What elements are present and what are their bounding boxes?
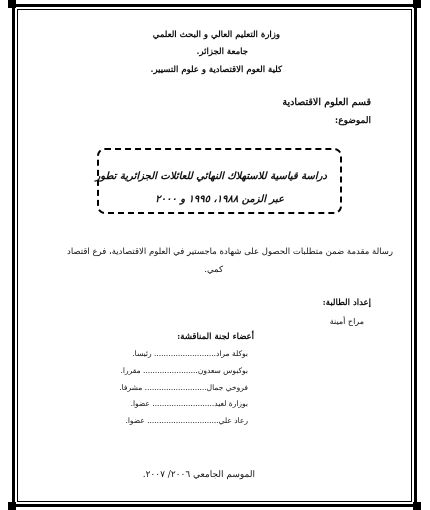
committee-member-name: بوكبوس سعدون <box>197 366 248 375</box>
academic-year: الموسم الجامعي ٢٠٠٦/ ٢٠٠٧. <box>142 470 255 480</box>
corner-ornament-bottom-left <box>8 502 16 510</box>
corner-ornament-bottom-right <box>413 502 421 510</box>
committee-member-role: رئيسا. <box>132 349 152 358</box>
committee-member-2: بوكبوس سعدون....................... مقررا. <box>120 366 248 375</box>
subject-label: الموضوع: <box>334 116 371 126</box>
student-label: إعداد الطالبة: <box>322 298 371 308</box>
committee-member-name: بوكلة مراد <box>216 349 248 358</box>
thesis-title-line-1: دراسة قياسية للاستهلاك النهائي للعائلات الجزائرية تطور <box>95 171 327 182</box>
faculty-name: كلية العوم الاقتصادية و علوم التسيير. <box>150 65 282 75</box>
thesis-title-line-2: عبر الزمن ١٩٨٨، ١٩٩٥ و ٢٠٠٠ <box>155 194 284 205</box>
committee-member-role: عضوا. <box>125 416 145 425</box>
committee-member-role: مشرفا. <box>119 383 143 392</box>
committee-member-role: مقررا. <box>120 366 141 375</box>
committee-member-name: فروخي جمال <box>206 383 248 392</box>
committee-member-5: رعاد علي.............................. عضوا. <box>125 416 248 425</box>
student-name: مراح أمينة <box>329 317 364 326</box>
committee-title: أعضاء لجنة المناقشة: <box>177 332 254 342</box>
committee-member-3: فروخي جمال.......................... مشرفا. <box>119 383 248 392</box>
committee-member-name: بوزارة لعيد <box>214 399 248 408</box>
committee-member-role: عضوا. <box>130 399 150 408</box>
committee-member-name: رعاد علي <box>218 416 248 425</box>
department-name: قسم العلوم الاقتصادية <box>282 97 371 108</box>
corner-ornament-top-right <box>413 0 421 8</box>
thesis-note-line-2: كمي. <box>204 265 223 275</box>
corner-ornament-top-left <box>8 0 16 8</box>
committee-member-4: بوزارة لعيد.......................... عضوا. <box>130 399 248 408</box>
committee-member-1: بوكلة مراد.......................... رئيسا. <box>132 349 248 358</box>
ministry-name: وزارة التعليم العالي و البحث العلمي <box>152 30 280 40</box>
thesis-note-line-1: رسالة مقدمة ضمن متطلبات الحصول على شهادة ماجستير في العلوم الاقتصادية، فرع اقتصاد <box>67 247 393 257</box>
university-name: جامعة الجزائر. <box>196 47 248 57</box>
